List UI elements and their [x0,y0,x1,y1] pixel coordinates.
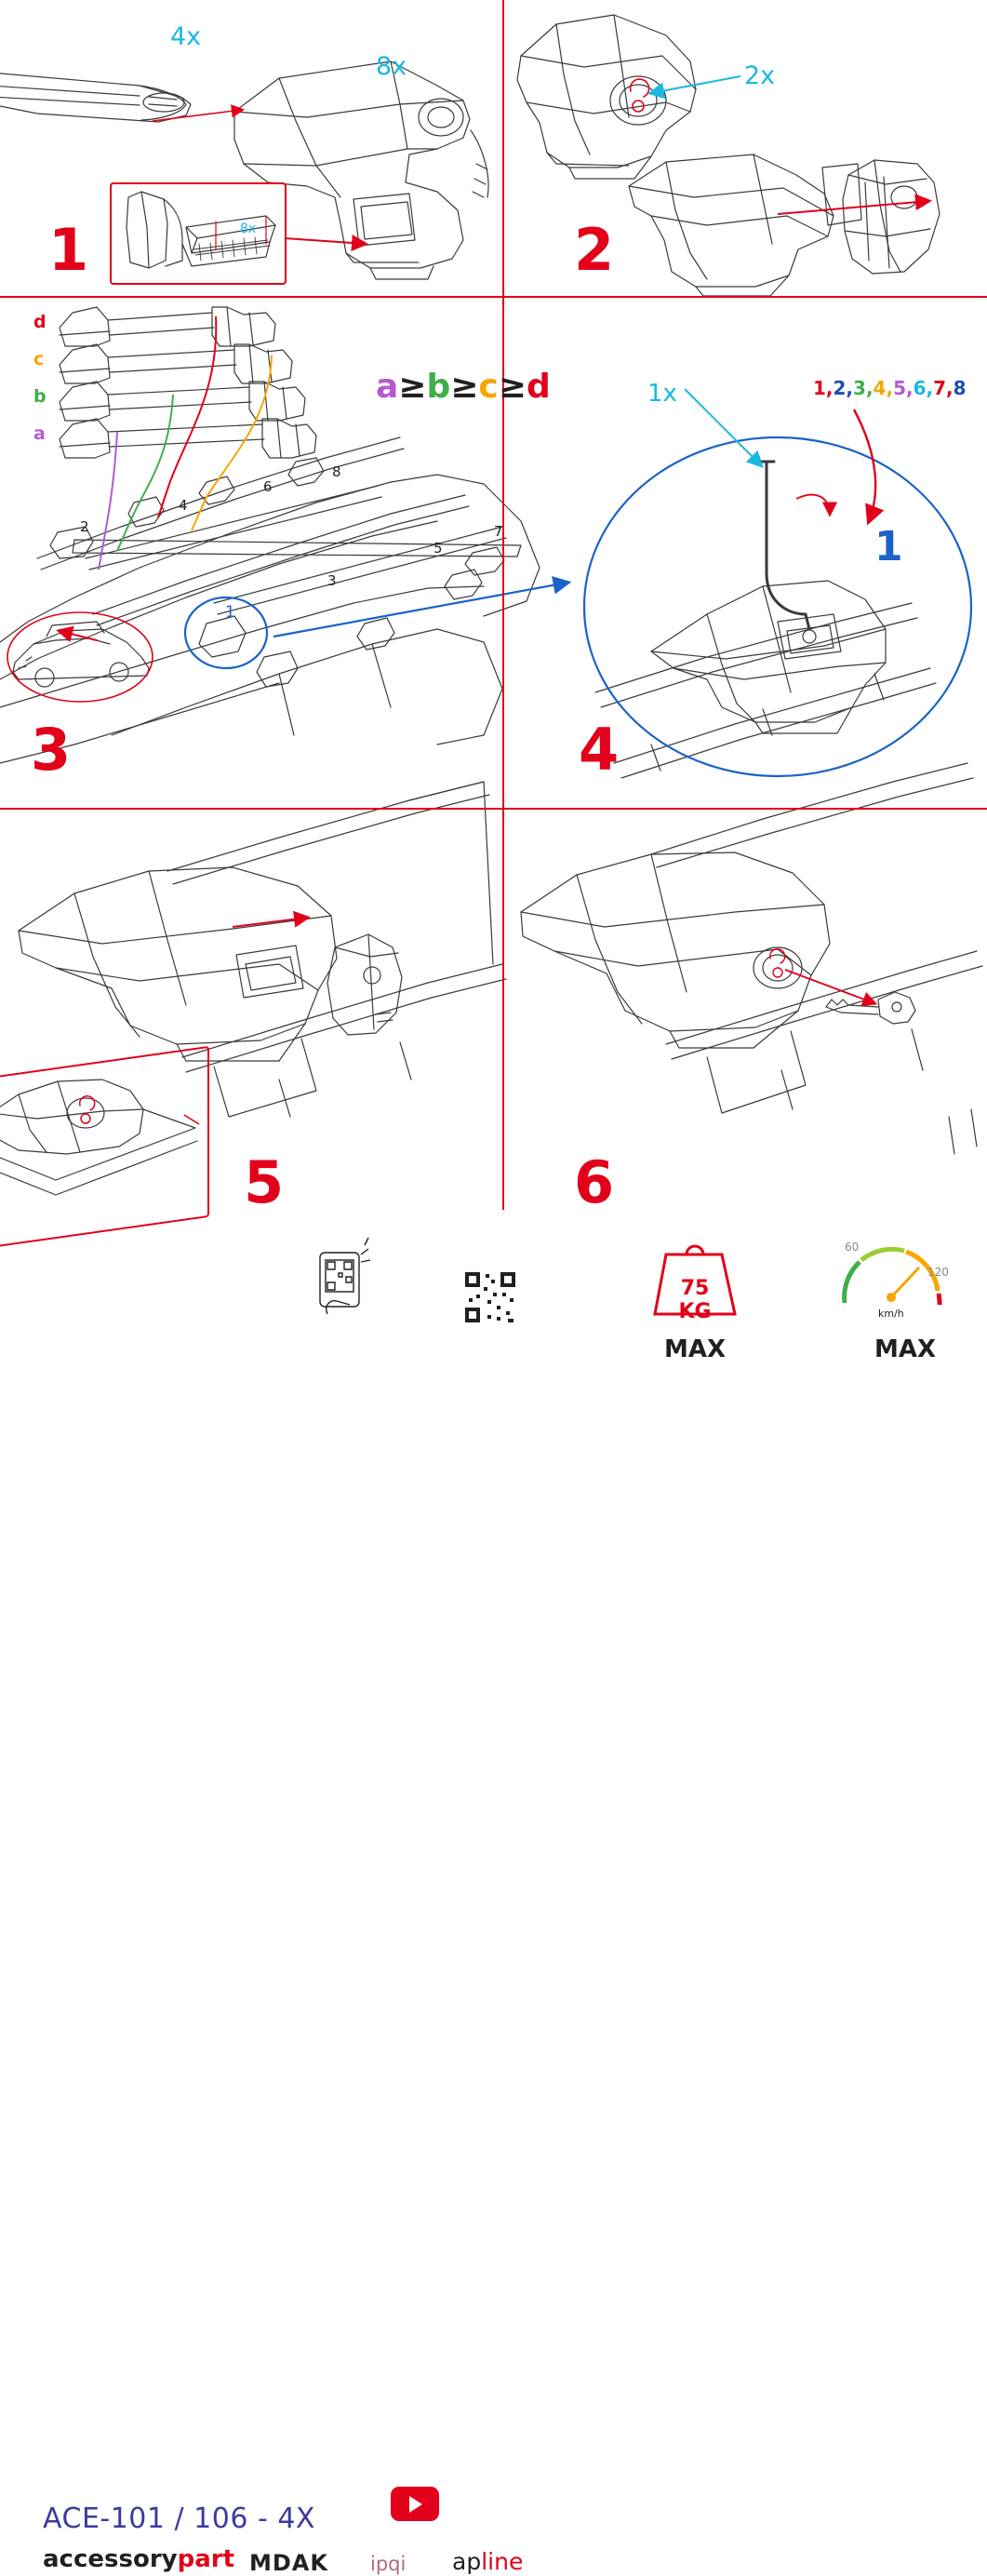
panel-split-row3 [502,810,504,1210]
sequence-item-5: 5, [893,377,914,399]
bolt-marker-5: 5 [433,540,443,557]
quantity-inset-8x-label: 8x [240,221,257,236]
inequality-b: b [426,368,451,406]
quantity-8x-label: 8x [376,52,407,81]
logo-mdak: MDAK [249,2550,328,2576]
panel-divider-top [0,296,987,298]
panel3-bar-profiles [60,307,316,458]
panel2-lock-icon [631,79,649,112]
sequence-item-6: 6, [913,377,934,399]
panel6-key-arrow [785,970,874,1003]
leader-d [158,316,216,517]
panel3-car-circle [7,612,153,702]
bolt-marker-3: 3 [327,572,337,589]
logo-apline [452,2548,523,2575]
panel4-sequence-arrow [854,409,875,521]
leader-c [192,356,272,530]
sequence-item-7: 7, [933,377,954,399]
logo-ipqi: ipqi [370,2553,407,2575]
speed-unit-label: km/h [878,1308,904,1320]
panel2-top-foot [517,15,696,179]
bar-profile-label-c: c [33,349,45,369]
step3-highlight-number: 1 [225,603,235,622]
sequence-item-2: 2, [833,377,854,399]
sequence-item-3: 3, [853,377,874,399]
panel3-to-panel4-arrow [273,583,567,637]
panel2-detached-end [843,160,940,274]
model-code: ACE-101 / 106 - 4X [43,2502,315,2535]
profile-inequality [376,368,551,406]
panel4-rotate-arrow [796,495,830,514]
bar-profile-label-d: d [33,312,47,332]
max-weight-value: 75 KG [678,1277,712,1323]
brand-part-text: part [177,2545,235,2573]
panel3-car-thumbnail [13,622,149,687]
panel6-lock-icon [770,949,785,977]
panel2-leader-lock [651,76,740,93]
panel4-leader-key [685,389,761,465]
quantity-1x-label: 1x [647,380,677,408]
gauge-min-label: 60 [845,1241,860,1254]
youtube-icon[interactable] [391,2487,439,2521]
panel-split-row1 [502,0,504,296]
bar-profile-label-a: a [33,423,46,444]
leader-a [99,432,117,570]
quantity-4x-label: 4x [170,22,202,51]
panel3-car-arrow [60,631,97,640]
panel6-art [521,763,982,1154]
logo-apline-line: line [481,2548,524,2575]
bolt-marker-4: 4 [179,497,188,514]
step-number-4: 4 [579,716,618,784]
bolt-marker-2: 2 [80,518,89,535]
gauge-max-label: 120 [927,1266,949,1279]
brand-accessory-text: accessory [43,2545,178,2573]
inequality-op-2: ≥ [450,368,479,406]
bolt-marker-8: 8 [332,463,341,480]
panel1-bar [0,73,191,122]
panel2-arrow-slide [778,201,928,214]
sequence-item-8: 8 [953,377,967,399]
bolt-marker-7: 7 [494,523,503,540]
inequality-op-1: ≥ [398,368,427,406]
panel1-leader-inset [285,238,365,244]
panel4-circle-border [584,437,971,776]
brand-logo [43,2545,234,2573]
max-weight-label: MAX [664,1335,727,1363]
max-speed-label: MAX [874,1335,937,1363]
tighten-sequence [813,377,967,399]
bar-profile-label-b: b [33,386,47,407]
panel4-allen-key [761,462,809,629]
quantity-2x-label: 2x [744,61,776,90]
step1-inset-frame [110,182,287,285]
step-number-3: 3 [31,716,70,784]
panel4-foot-detail [595,581,936,778]
panel2-bar-stub [822,164,861,225]
leader-b [117,395,173,551]
logo-apline-ap: ap [452,2548,482,2575]
step-number-5: 5 [244,1148,283,1216]
inequality-c: c [478,368,499,406]
panel2-lower-foot [629,154,834,296]
panel1-leader-bar [153,110,242,121]
inequality-d: d [526,368,551,406]
step4-first-bolt-number: 1 [874,523,903,570]
inequality-op-3: ≥ [498,368,527,406]
step-number-6: 6 [574,1148,613,1216]
footer [0,1210,987,2576]
step-number-1: 1 [48,216,87,284]
bolt-marker-6: 6 [263,478,273,495]
step-number-2: 2 [574,216,613,284]
sequence-item-4: 4, [873,377,894,399]
sequence-item-1: 1, [813,377,834,399]
panel5-slide-arrow [233,918,307,927]
panel-divider-bottom [0,808,987,810]
inequality-a: a [376,368,399,406]
